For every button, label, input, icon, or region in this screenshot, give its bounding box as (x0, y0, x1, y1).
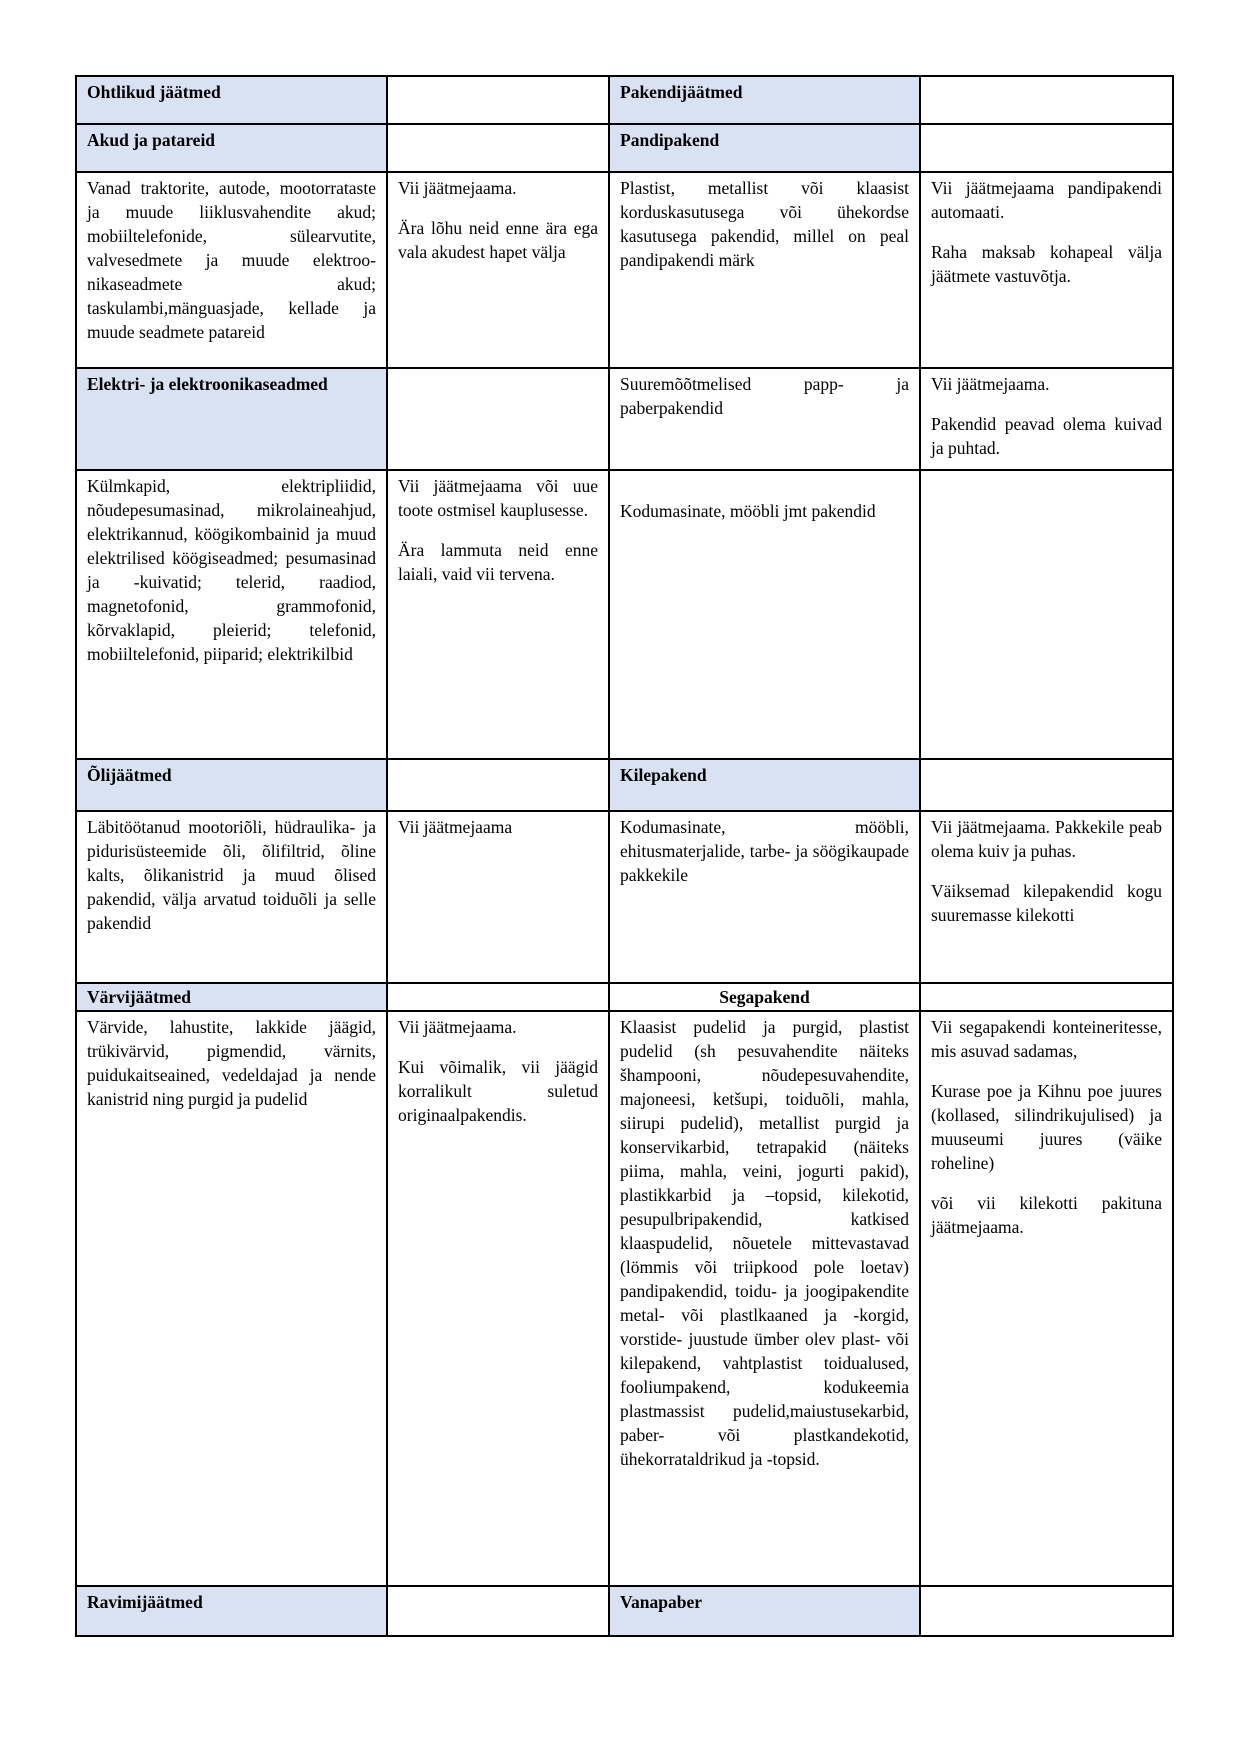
waste-description-cell (76, 811, 387, 983)
subcategory-title: Õlijäätmed (87, 765, 172, 785)
subcategory-header (76, 124, 387, 172)
table-row (76, 124, 1173, 172)
category-header (76, 76, 387, 124)
instruction-text: Vii jäätmejaama. (398, 1017, 517, 1037)
empty-cell (387, 124, 609, 172)
waste-description: Plastist, metallist või klaasist korduskasutusega või ühekordse kasutusega pakendid, millel on peal pandipakendi märk (620, 178, 909, 270)
category-header (609, 76, 920, 124)
subcategory-title: Ravimijäätmed (87, 1592, 203, 1612)
instruction-text: Vii jäätmejaama pandipakendi automaati. (931, 178, 1162, 222)
subcategory-title: Värvijäätmed (87, 987, 192, 1007)
subcategory-header (609, 1586, 920, 1636)
table-row (76, 759, 1173, 811)
subcategory-title: Akud ja patareid (87, 130, 216, 150)
subcategory-title: Pandipakend (620, 130, 720, 150)
instruction-cell (387, 1011, 609, 1586)
empty-cell (920, 983, 1173, 1011)
table-row (76, 368, 1173, 470)
waste-description-cell (76, 1011, 387, 1586)
instruction-cell (920, 1011, 1173, 1586)
empty-cell (920, 470, 1173, 759)
subcategory-title: Segapakend (719, 987, 810, 1007)
waste-sorting-table (75, 75, 1174, 1637)
instruction-text: Vii jäätmejaama. Pakkekile peab olema kuiv ja puhas. (931, 817, 1162, 861)
subcategory-header (76, 759, 387, 811)
empty-cell (387, 368, 609, 470)
subcategory-header (76, 983, 387, 1011)
subcategory-header (609, 759, 920, 811)
table-row (76, 811, 1173, 983)
empty-cell (387, 76, 609, 124)
instruction-text: Vii segapakendi konteineritesse, mis asuvad sadamas, (931, 1017, 1162, 1061)
instruction-cell (920, 172, 1173, 368)
waste-description: Värvide, lahustite, lakkide jäägid, trükivärvid, pigmendid, värnits, puidukaitseained, vedeldajad ja nende kanistrid ning purgid ja pudelid (87, 1017, 376, 1109)
instruction-text: Vii jäätmejaama. (931, 374, 1050, 394)
waste-description: Külmkapid, elektripliidid, nõudepesumasinad, mikrolaineahjud, elektrikannud, köögikombainid ja muud elektrilised köögiseadmed; pesumasinad ja -kuivatid; telerid, raadiod, magnetofonid, grammofonid, kõrvaklapid, pleierid; telefonid, mobiiltelefonid, piiparid; elektrikilbid (87, 476, 376, 664)
waste-description: Kodumasinate, mööbli, ehitusmaterjalide, tarbe- ja söögikaupade pakkekile (620, 817, 909, 885)
instruction-text: Ära lammuta neid enne laiali, vaid vii tervena. (398, 540, 598, 584)
instruction-text: Vii jäätmejaama (398, 817, 513, 837)
waste-description-cell (76, 172, 387, 368)
subcategory-header (609, 124, 920, 172)
instruction-cell (387, 811, 609, 983)
subcategory-header (76, 368, 387, 470)
waste-description-cell (609, 368, 920, 470)
instruction-cell (387, 172, 609, 368)
instruction-text: Vii jäätmejaama. (398, 178, 517, 198)
table-row (76, 76, 1173, 124)
empty-cell (920, 76, 1173, 124)
instruction-text: Kui võimalik, vii jäägid korralikult suletud originaalpakendis. (398, 1057, 598, 1125)
waste-description: Suuremõõtmelised papp- ja paberpakendid (620, 374, 909, 418)
table-row (76, 172, 1173, 368)
waste-description-cell (76, 470, 387, 759)
waste-description: Läbitöötanud mootoriõli, hüdraulika- ja pidurisüsteemide õli, õlifiltrid, õline kalts, õlikanistrid ja muud õlised pakendid, välja arvatud toiduõli ja selle pakendid (87, 817, 376, 933)
subcategory-title: Elektri- ja elektroonikaseadmed (87, 374, 328, 394)
empty-cell (387, 1586, 609, 1636)
category-title: Ohtlikud jäätmed (87, 82, 221, 102)
instruction-text: Ära lõhu neid enne ära ega vala akudest hapet välja (398, 218, 598, 262)
empty-cell (387, 983, 609, 1011)
instruction-text: Väiksemad kilepakendid kogu suuremasse kilekotti (931, 881, 1162, 925)
table-row (76, 1011, 1173, 1586)
instruction-text: Vii jäätmejaama või uue toote ostmisel kauplusesse. (398, 476, 598, 520)
instruction-cell (920, 368, 1173, 470)
waste-description: Vanad traktorite, autode, mootorrataste ja muude liiklusvahendite akud; mobiiltelefonide, sülearvutite, valvesedmete ja muude elektroo-nikaseadmete akud; taskulambi,mänguasjade, kellade ja muude seadmete patareid (87, 178, 376, 342)
instruction-text: Kurase poe ja Kihnu poe juures (kollased, silindrikujulised) ja muuseumi juures (väike roheline) (931, 1081, 1162, 1173)
subcategory-header (76, 1586, 387, 1636)
empty-cell (387, 759, 609, 811)
instruction-cell (920, 811, 1173, 983)
instruction-text: Raha maksab kohapeal välja jäätmete vastuvõtja. (931, 242, 1162, 286)
waste-description-cell (609, 1011, 920, 1586)
subcategory-title: Vanapaber (620, 1592, 703, 1612)
instruction-text: või vii kilekotti pakituna jäätmejaama. (931, 1193, 1162, 1237)
table-row (76, 470, 1173, 759)
waste-description: Kodumasinate, mööbli jmt pakendid (620, 501, 876, 521)
waste-description-cell (609, 470, 920, 759)
table-row (76, 983, 1173, 1011)
empty-cell (920, 124, 1173, 172)
instruction-cell (387, 470, 609, 759)
table-row (76, 1586, 1173, 1636)
subcategory-header (609, 983, 920, 1011)
waste-description: Klaasist pudelid ja purgid, plastist pudelid (sh pesuvahendite näiteks šhampooni, nõudepesuvahendite, majoneesi, ketšupi, toiduõli, mahla, siirupi pudelid), metallist purgid ja konservikarbid, tetrapakid (näiteks piima, mahla, veini, jogurti pakid), plastikkarbid ja –topsid, kilekotid, pesupulbripakendid, katkised klaaspudelid, nõuetele mittevastavad (lömmis või triipkood pole loetav) pandipakendid, toidu- ja joogipakendite metal- või plastlkaaned ja -korgid, vorstide- juustude ümber olev plast- või kilepakend, vahtplastist toidualused, fooliumpakend, kodukeemia plastmassist pudelid,maiustusekarbid, paber- või plastkandekotid, ühekorrataldrikud ja -topsid. (620, 1017, 909, 1469)
category-title: Pakendijäätmed (620, 82, 743, 102)
instruction-text: Pakendid peavad olema kuivad ja puhtad. (931, 414, 1162, 458)
empty-cell (920, 1586, 1173, 1636)
subcategory-title: Kilepakend (620, 765, 707, 785)
waste-description-cell (609, 811, 920, 983)
waste-description-cell (609, 172, 920, 368)
empty-cell (920, 759, 1173, 811)
